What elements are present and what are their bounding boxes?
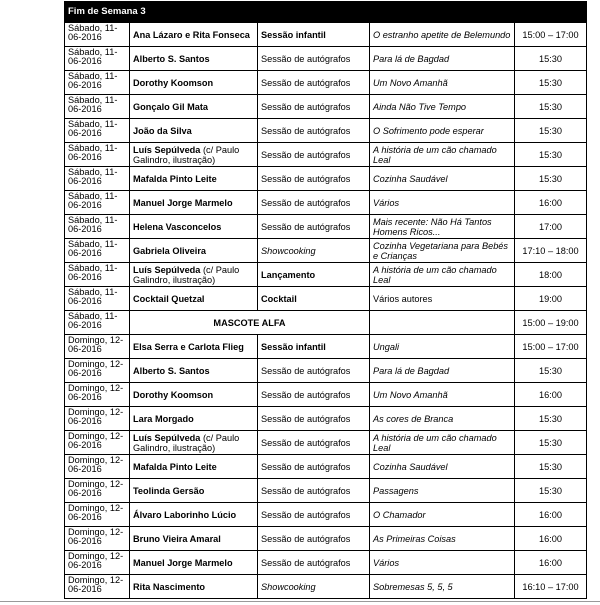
event-date: Domingo, 12-06-2016: [65, 575, 130, 599]
event-type: Sessão de autógrafos: [258, 383, 370, 407]
event-date: Domingo, 12-06-2016: [65, 527, 130, 551]
event-type: Cocktail: [258, 287, 370, 311]
table-row: [65, 167, 587, 191]
event-type: Sessão de autógrafos: [258, 551, 370, 575]
event-author: Bruno Vieira Amaral: [130, 527, 258, 551]
event-date: Sábado, 11-06-2016: [65, 47, 130, 71]
event-title: A história de um cão chamado Leal: [370, 431, 515, 455]
event-title: Vários autores: [370, 287, 515, 311]
event-type: Sessão de autógrafos: [258, 479, 370, 503]
event-type: Showcooking: [258, 575, 370, 599]
event-time: 15:30: [515, 167, 587, 191]
header-row: [65, 2, 587, 23]
event-time: 15:30: [515, 455, 587, 479]
event-date: Domingo, 12-06-2016: [65, 503, 130, 527]
table-row: [65, 551, 587, 575]
event-type: Sessão de autógrafos: [258, 95, 370, 119]
event-title: O Sofrimento pode esperar: [370, 119, 515, 143]
event-type: Sessão infantil: [258, 335, 370, 359]
event-title: Ainda Não Tive Tempo: [370, 95, 515, 119]
table-row: [65, 239, 587, 263]
event-author: Alberto S. Santos: [130, 359, 258, 383]
event-author: Manuel Jorge Marmelo: [130, 191, 258, 215]
event-time: 15:30: [515, 143, 587, 167]
table-row: [65, 287, 587, 311]
event-title: Para lá de Bagdad: [370, 47, 515, 71]
event-title: Sobremesas 5, 5, 5: [370, 575, 515, 599]
event-author: Gonçalo Gil Mata: [130, 95, 258, 119]
event-type: Showcooking: [258, 239, 370, 263]
event-date: Sábado, 11-06-2016: [65, 167, 130, 191]
event-time: 15:30: [515, 119, 587, 143]
event-type: Sessão de autógrafos: [258, 47, 370, 71]
event-date: Domingo, 12-06-2016: [65, 551, 130, 575]
event-time: 15:30: [515, 71, 587, 95]
table-row: [65, 119, 587, 143]
event-title: Vários: [370, 191, 515, 215]
event-author: Luís Sepúlveda: [133, 144, 201, 155]
event-type: Sessão de autógrafos: [258, 71, 370, 95]
event-time: 15:30: [515, 479, 587, 503]
event-author: Helena Vasconcelos: [130, 215, 258, 239]
event-date: Sábado, 11-06-2016: [65, 263, 130, 287]
event-time: 15:30: [515, 431, 587, 455]
event-time: 16:00: [515, 527, 587, 551]
event-type: Sessão infantil: [258, 23, 370, 47]
event-author: Luís Sepúlveda: [133, 264, 201, 275]
event-author: Álvaro Laborinho Lúcio: [130, 503, 258, 527]
event-title: O Chamador: [370, 503, 515, 527]
table-row: [65, 47, 587, 71]
schedule-body: [65, 2, 587, 599]
event-author-cell: [130, 143, 258, 167]
event-date: Domingo, 12-06-2016: [65, 359, 130, 383]
schedule-table: [64, 1, 587, 599]
event-title: Um Novo Amanhã: [370, 71, 515, 95]
event-title: As cores de Branca: [370, 407, 515, 431]
event-time: 17:10 – 18:00: [515, 239, 587, 263]
mascote-label: MASCOTE ALFA: [130, 311, 370, 335]
event-author-cell: [130, 431, 258, 455]
table-row: [65, 479, 587, 503]
event-author: Cocktail Quetzal: [130, 287, 258, 311]
event-time: 15:30: [515, 47, 587, 71]
table-row: [65, 431, 587, 455]
event-date: Sábado, 11-06-2016: [65, 119, 130, 143]
event-type: Sessão de autógrafos: [258, 527, 370, 551]
event-time: 15:00 – 19:00: [515, 311, 587, 335]
event-time: 16:00: [515, 503, 587, 527]
event-author: Rita Nascimento: [130, 575, 258, 599]
event-author: Teolinda Gersão: [130, 479, 258, 503]
event-title: Um Novo Amanhã: [370, 383, 515, 407]
event-date: Sábado, 11-06-2016: [65, 143, 130, 167]
event-time: 15:00 – 17:00: [515, 335, 587, 359]
table-row: [65, 311, 587, 335]
event-author: Dorothy Koomson: [130, 383, 258, 407]
event-author: João da Silva: [130, 119, 258, 143]
event-author: Ana Lázaro e Rita Fonseca: [130, 23, 258, 47]
event-author: Luís Sepúlveda: [133, 432, 201, 443]
event-title: Cozinha Saudável: [370, 455, 515, 479]
weekend-title: Fim de Semana 3: [65, 2, 587, 23]
table-row: [65, 71, 587, 95]
event-date: Sábado, 11-06-2016: [65, 23, 130, 47]
event-type: Sessão de autógrafos: [258, 455, 370, 479]
event-author-extra: (c/ Paulo Galindro, ilustração): [133, 432, 240, 453]
event-author: Elsa Serra e Carlota Flieg: [130, 335, 258, 359]
event-author: Mafalda Pinto Leite: [130, 455, 258, 479]
event-date: Sábado, 11-06-2016: [65, 215, 130, 239]
table-row: [65, 455, 587, 479]
event-title: Para lá de Bagdad: [370, 359, 515, 383]
event-type: Sessão de autógrafos: [258, 191, 370, 215]
event-time: 15:30: [515, 407, 587, 431]
event-title: Passagens: [370, 479, 515, 503]
event-author-extra: (c/ Paulo Galindro, ilustração): [133, 264, 240, 285]
page-edge-line: [0, 601, 600, 602]
event-title-empty: [370, 311, 515, 335]
event-title: As Primeiras Coisas: [370, 527, 515, 551]
table-row: [65, 263, 587, 287]
event-date: Domingo, 12-06-2016: [65, 335, 130, 359]
table-row: [65, 143, 587, 167]
event-date: Domingo, 12-06-2016: [65, 479, 130, 503]
event-date: Sábado, 11-06-2016: [65, 239, 130, 263]
event-date: Sábado, 11-06-2016: [65, 287, 130, 311]
event-author: Lara Morgado: [130, 407, 258, 431]
event-date: Sábado, 11-06-2016: [65, 95, 130, 119]
event-author: Dorothy Koomson: [130, 71, 258, 95]
event-type: Sessão de autógrafos: [258, 143, 370, 167]
event-title: Cozinha Vegetariana para Bebés e Crianças: [370, 239, 515, 263]
event-author: Manuel Jorge Marmelo: [130, 551, 258, 575]
event-time: 16:10 – 17:00: [515, 575, 587, 599]
event-title: Ungali: [370, 335, 515, 359]
event-date: Sábado, 11-06-2016: [65, 311, 130, 335]
event-title: O estranho apetite de Belemundo: [370, 23, 515, 47]
event-author-cell: [130, 263, 258, 287]
event-type: Sessão de autógrafos: [258, 359, 370, 383]
event-time: 15:30: [515, 359, 587, 383]
event-time: 16:00: [515, 551, 587, 575]
event-time: 15:00 – 17:00: [515, 23, 587, 47]
event-time: 16:00: [515, 383, 587, 407]
event-type: Lançamento: [258, 263, 370, 287]
table-row: [65, 23, 587, 47]
event-title: A história de um cão chamado Leal: [370, 263, 515, 287]
event-date: Domingo, 12-06-2016: [65, 383, 130, 407]
event-type: Sessão de autógrafos: [258, 167, 370, 191]
table-row: [65, 95, 587, 119]
table-row: [65, 575, 587, 599]
event-title: A história de um cão chamado Leal: [370, 143, 515, 167]
event-date: Sábado, 11-06-2016: [65, 191, 130, 215]
event-author: Gabriela Oliveira: [130, 239, 258, 263]
event-date: Domingo, 12-06-2016: [65, 455, 130, 479]
event-date: Sábado, 11-06-2016: [65, 71, 130, 95]
event-time: 16:00: [515, 191, 587, 215]
event-title: Vários: [370, 551, 515, 575]
event-date: Domingo, 12-06-2016: [65, 407, 130, 431]
table-row: [65, 359, 587, 383]
event-author: Mafalda Pinto Leite: [130, 167, 258, 191]
table-row: [65, 191, 587, 215]
table-row: [65, 407, 587, 431]
event-author: Alberto S. Santos: [130, 47, 258, 71]
event-time: 17:00: [515, 215, 587, 239]
event-time: 18:00: [515, 263, 587, 287]
event-time: 19:00: [515, 287, 587, 311]
table-row: [65, 383, 587, 407]
event-title: Cozinha Saudável: [370, 167, 515, 191]
event-date: Domingo, 12-06-2016: [65, 431, 130, 455]
event-type: Sessão de autógrafos: [258, 503, 370, 527]
event-type: Sessão de autógrafos: [258, 431, 370, 455]
event-type: Sessão de autógrafos: [258, 407, 370, 431]
event-type: Sessão de autógrafos: [258, 119, 370, 143]
table-row: [65, 527, 587, 551]
event-author-extra: (c/ Paulo Galindro, ilustração): [133, 144, 240, 165]
table-row: [65, 503, 587, 527]
event-time: 15:30: [515, 95, 587, 119]
table-row: [65, 215, 587, 239]
event-title: Mais recente: Não Há Tantos Homens Ricos...: [370, 215, 515, 239]
table-row: [65, 335, 587, 359]
event-type: Sessão de autógrafos: [258, 215, 370, 239]
